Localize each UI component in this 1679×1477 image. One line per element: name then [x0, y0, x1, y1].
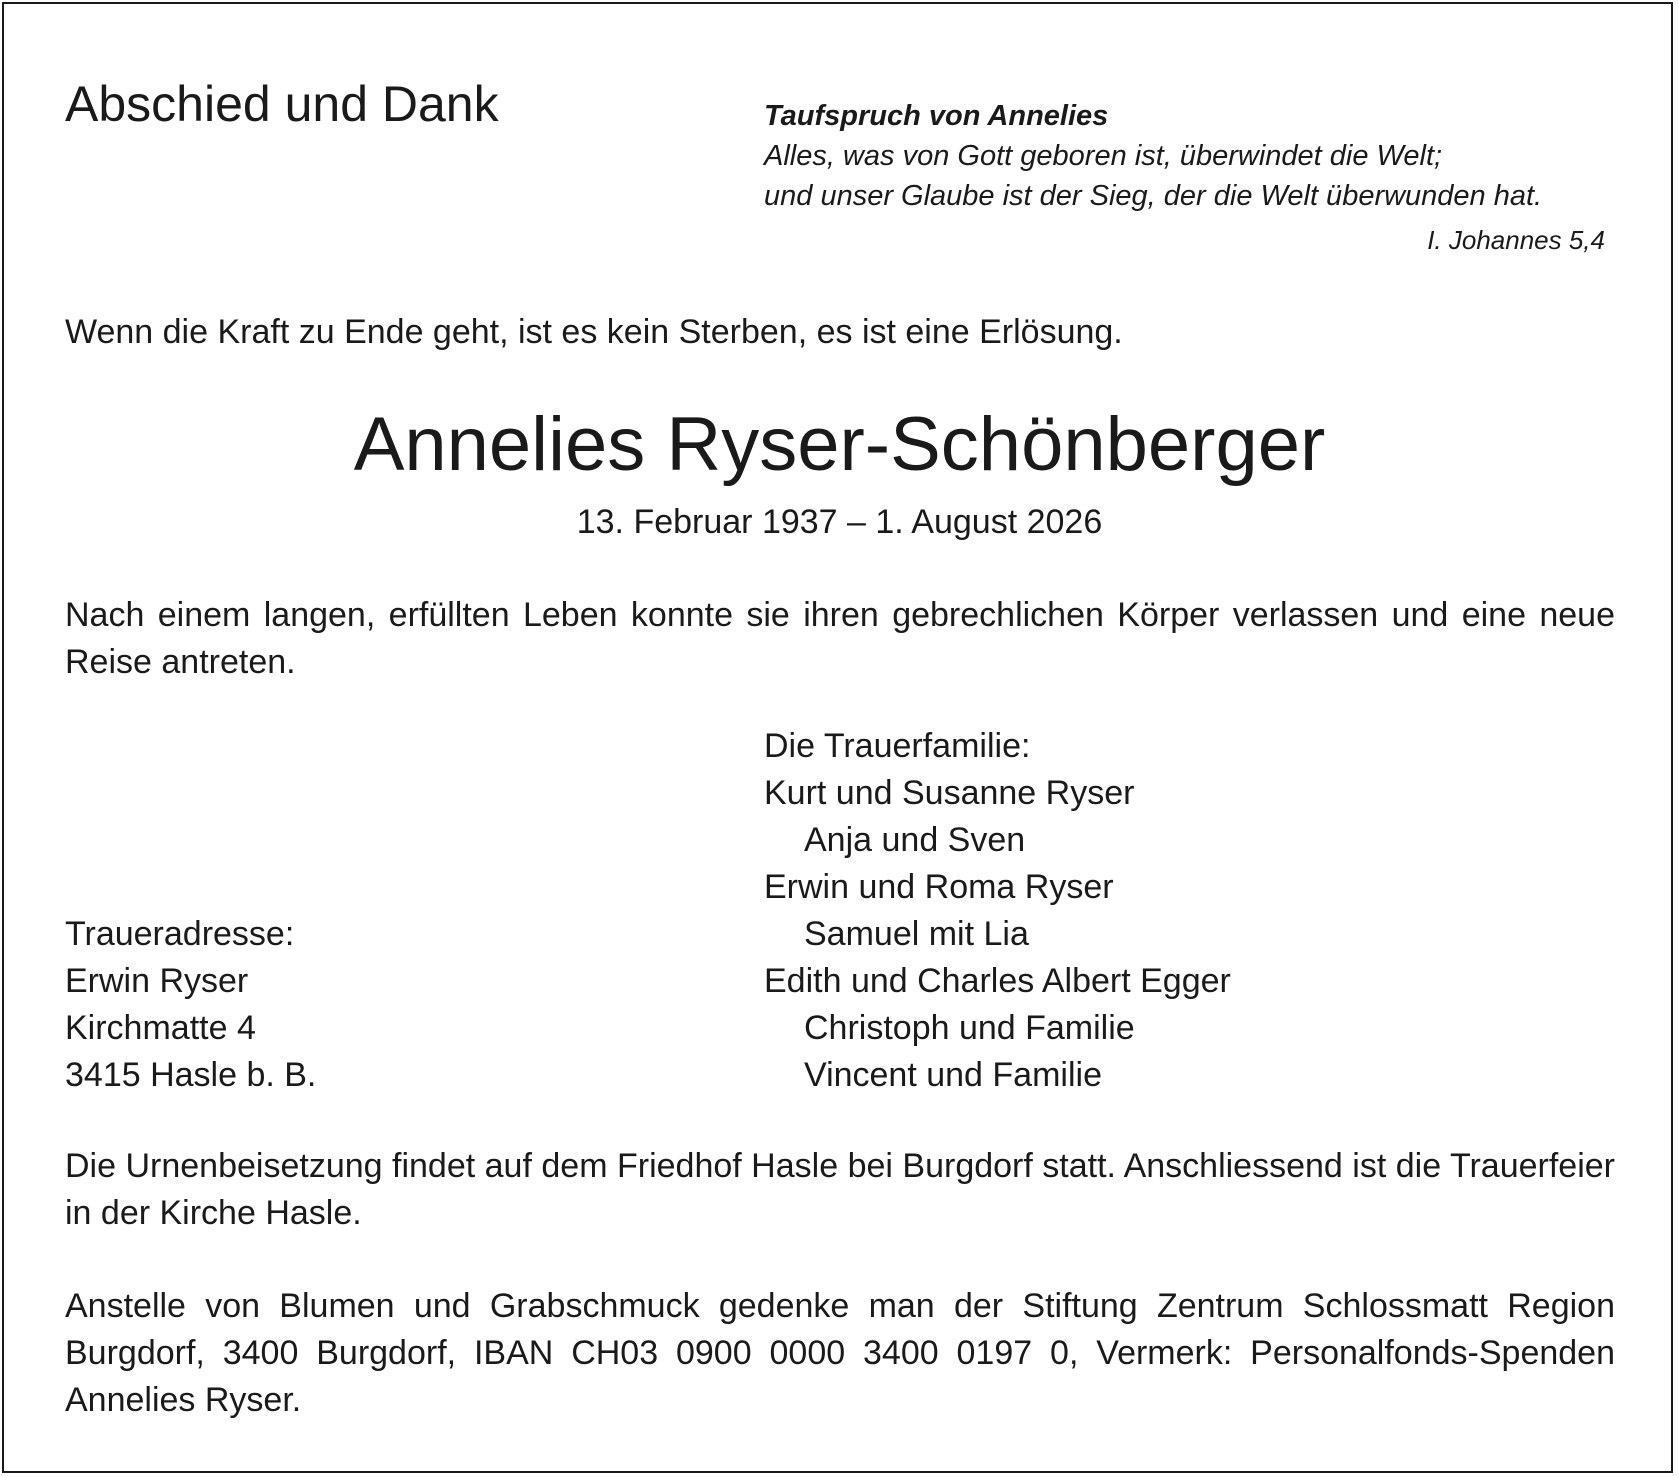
notice-heading: Abschied und Dank [65, 76, 499, 132]
verse-line: und unser Glaube ist der Sieg, der die Welt überwunden hat. [764, 180, 1543, 212]
mourning-family [764, 723, 1231, 1099]
family-member: Kurt und Susanne Ryser [764, 774, 1135, 812]
verse-title: Taufspruch von Annelies [764, 100, 1109, 132]
address-label: Traueradresse: [65, 915, 295, 953]
verse-reference: I. Johannes 5,4 [1427, 225, 1605, 255]
address-line: Kirchmatte 4 [65, 1009, 256, 1047]
life-paragraph: Nach einem langen, erfüllten Leben konnte sie ihren gebrechlichen Körper verlassen und eine neue Reise antreten. [65, 596, 1615, 681]
family-member: Anja und Sven [804, 821, 1026, 859]
burial-paragraph: Die Urnenbeisetzung findet auf dem Friedhof Hasle bei Burgdorf statt. Anschliessend ist die Trauerfeier in der Kirche Hasle. [65, 1147, 1615, 1232]
motto: Wenn die Kraft zu Ende geht, ist es kein Sterben, es ist eine Erlösung. [65, 313, 1123, 351]
address-line: Erwin Ryser [65, 962, 249, 1000]
life-dates: 13. Februar 1937 – 1. August 2026 [576, 503, 1103, 541]
donation-paragraph: Anstelle von Blumen und Grabschmuck gedenke man der Stiftung Zentrum Schlossmatt Region Burgdorf, 3400 Burgdorf, IBAN CH03 0900 0000 3400 0197 0, Vermerk: Personalfonds-Spenden Annelies Ryser. [65, 1287, 1615, 1419]
family-member: Christoph und Familie [804, 1009, 1135, 1047]
family-member: Samuel mit Lia [804, 915, 1029, 953]
address-line: 3415 Hasle b. B. [65, 1056, 317, 1094]
family-member: Erwin und Roma Ryser [764, 868, 1114, 906]
family-heading: Die Trauerfamilie: [764, 727, 1031, 765]
mourning-address [65, 911, 316, 1099]
baptism-verse [764, 96, 1542, 216]
family-member: Edith und Charles Albert Egger [764, 962, 1231, 1000]
family-member: Vincent und Familie [804, 1056, 1102, 1094]
verse-line: Alles, was von Gott geboren ist, überwindet die Welt; [764, 140, 1443, 172]
deceased-name: Annelies Ryser-Schönberger [353, 402, 1326, 487]
